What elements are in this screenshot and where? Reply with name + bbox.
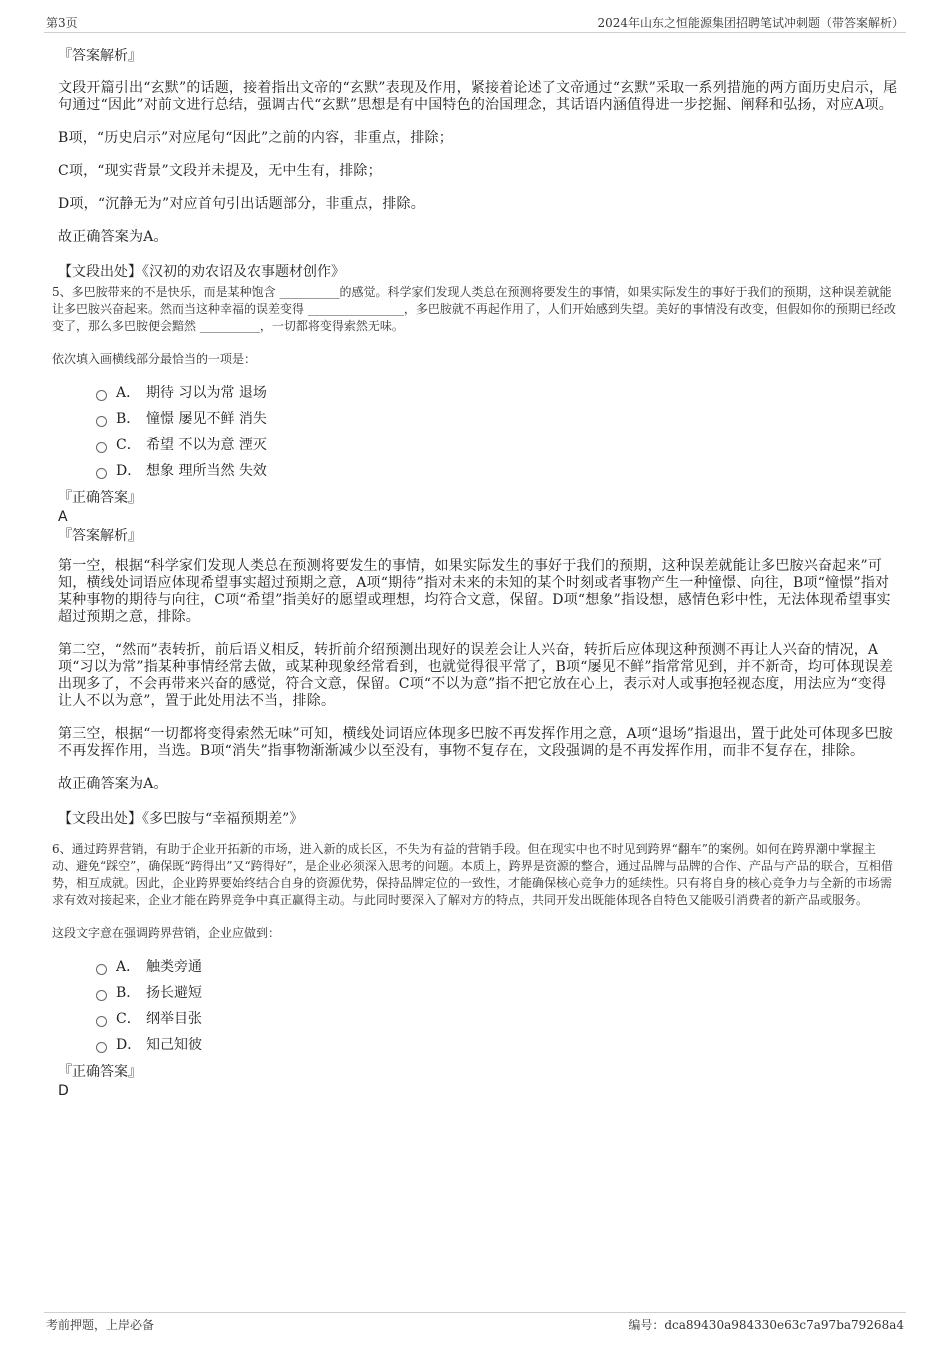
q4-analysis-p3: C项，“现实背景”文段并未提及，无中生有，排除；: [58, 163, 382, 179]
radio-icon[interactable]: [96, 390, 107, 401]
q6-option-b[interactable]: B． 扬长避短: [96, 980, 898, 1006]
page-header: [44, 14, 906, 33]
q5-analysis-label: 『答案解析』: [58, 528, 142, 544]
q4-analysis-p1: 文段开篇引出“玄默”的话题，接着指出文帝的“玄默”表现及作用，紧接着论述了文帝通过“玄默”采取一系列措施的两方面历史启示，尾句通过“因此”对前文进行总结，强调古代“玄默”思想是有中国特色的治国理念，其话语内涵值得进一步挖掘、阐释和弘扬，对应A项。: [58, 80, 898, 113]
q6-options: [96, 954, 898, 1058]
q5-answer: A: [58, 509, 68, 525]
radio-icon[interactable]: [96, 1016, 107, 1027]
q6-answer-label: 『正确答案』: [58, 1064, 142, 1080]
q5-option-b[interactable]: B． 憧憬 屡见不鲜 消失: [96, 406, 898, 432]
q5-analysis-p1: 第一空，根据“科学家们发现人类总在预测将要发生的事情，如果实际发生的事好于我们的预期，这种误差就能让多巴胺兴奋起来”可知，横线处词语应体现希望事实超过预期之意，A项“期待”指对未来的未知的某个时刻或者事物产生一种憧憬、向往，B项“憧憬”指对某种事物的期待与向往，C项“希望”指美好的愿望或理想，均符合文意，保留。D项“想象”指设想，感情色彩中性，无法体现希望事实超过预期之意，排除。: [58, 558, 891, 625]
q5-option-d[interactable]: D． 想象 理所当然 失效: [96, 458, 898, 484]
page-content: [52, 46, 898, 1100]
q5-answer-label: 『正确答案』: [58, 490, 142, 506]
q6-stem: 6、通过跨界营销，有助于企业开拓新的市场，进入新的成长区，不失为有益的营销手段。但在现实中也不时见到跨界“翻车”的案例。如何在跨界潮中掌握主动、避免“踩空”，确保既“跨得出”又“跨得好”，是企业必须深入思考的问题。本质上，跨界是资源的整合，通过品牌与品牌的合作、产品与产品的联合，互相借势，相互成就。因此，企业跨界要始终结合自身的资源优势，保持品牌定位的一致性，才能确保核心竞争力的延续性。只有将自身的核心竞争力与全新的市场需求有效对接起来，企业才能在跨界竞争中真正赢得主动。与此同时要深入了解对方的特点，共同开发出既能体现各自特色又能吸引消费者的新产品或服务。: [52, 842, 893, 907]
q4-source: 【文段出处】《汉初的劝农诏及农事题材创作》: [58, 264, 345, 280]
q5-analysis-p2: 第二空，“然而”表转折，前后语义相反，转折前介绍预测出现好的误差会让人兴奋，转折后应体现这种预测不再让人兴奋的情况，A项“习以为常”指某种事情经常去做，或某种现象经常看到，也就觉得很平常了，B项“屡见不鲜”指常常见到，并不新奇，均可体现误差出现多了，不会再带来兴奋的感觉，符合文意，保留。C项“不以为意”指不把它放在心上，表示对人或事抱轻视态度，用法应为“变得让人不以为意”，置于此处用法不当，排除。: [58, 642, 894, 709]
q5-options: [96, 380, 898, 484]
radio-icon[interactable]: [96, 416, 107, 427]
q4-analysis-label: 『答案解析』: [58, 48, 142, 64]
q5-source: 【文段出处】《多巴胺与“幸福预期差”》: [58, 811, 304, 827]
q5-option-c[interactable]: C． 希望 不以为意 湮灭: [96, 432, 898, 458]
q5-analysis-p3: 第三空，根据“一切都将变得索然无味”可知，横线处词语应体现多巴胺不再发挥作用之意，A项“退场”指退出，置于此处可体现多巴胺不再发挥作用，当选。B项“消失”指事物渐渐减少以至没有，事物不复存在，文段强调的是不再发挥作用，而非不复存在，排除。: [58, 726, 893, 759]
q6-option-c[interactable]: C． 纲举目张: [96, 1006, 898, 1032]
q5-prompt: 依次填入画横线部分最恰当的一项是：: [52, 352, 257, 366]
q5-conclusion: 故正确答案为A。: [58, 776, 168, 792]
q6-option-d[interactable]: D． 知己知彼: [96, 1032, 898, 1058]
radio-icon[interactable]: [96, 1042, 107, 1053]
q6-prompt: 这段文字意在强调跨界营销，企业应做到：: [52, 926, 281, 940]
q4-analysis-p2: B项，“历史启示”对应尾句“因此”之前的内容，非重点，排除；: [58, 130, 453, 146]
radio-icon[interactable]: [96, 964, 107, 975]
q5-option-a[interactable]: A． 期待 习以为常 退场: [96, 380, 898, 406]
q6-answer: D: [58, 1083, 69, 1099]
q4-analysis-p4: D项，“沉静无为”对应首句引出话题部分，非重点，排除。: [58, 196, 425, 212]
page-footer: [44, 1312, 906, 1333]
footer-slogan: 考前押题，上岸必备: [46, 1318, 155, 1332]
radio-icon[interactable]: [96, 990, 107, 1001]
page-number: 第3页: [46, 16, 78, 30]
document-title: 2024年山东之恒能源集团招聘笔试冲刺题（带答案解析）: [597, 16, 904, 30]
footer-serial: 编号：dca89430a984330e63c7a97ba79268a4: [628, 1318, 904, 1332]
radio-icon[interactable]: [96, 442, 107, 453]
q5-stem: 5、多巴胺带来的不是快乐，而是某种饱含 __________的感觉。科学家们发现人类总在预测将要发生的事情，如果实际发生的事好于我们的预期，这种误差就能让多巴胺兴奋起来。然而当这种幸福的误差变得 ________________，多巴胺就不再起作用了，人们开始感到失望。美好的事情没有改变，但假如你的预期已经改变了，那么多巴胺便会黯然 __________，一切都将变得索然无味。: [52, 285, 896, 333]
q6-option-a[interactable]: A． 触类旁通: [96, 954, 898, 980]
radio-icon[interactable]: [96, 468, 107, 479]
q4-conclusion: 故正确答案为A。: [58, 229, 168, 245]
